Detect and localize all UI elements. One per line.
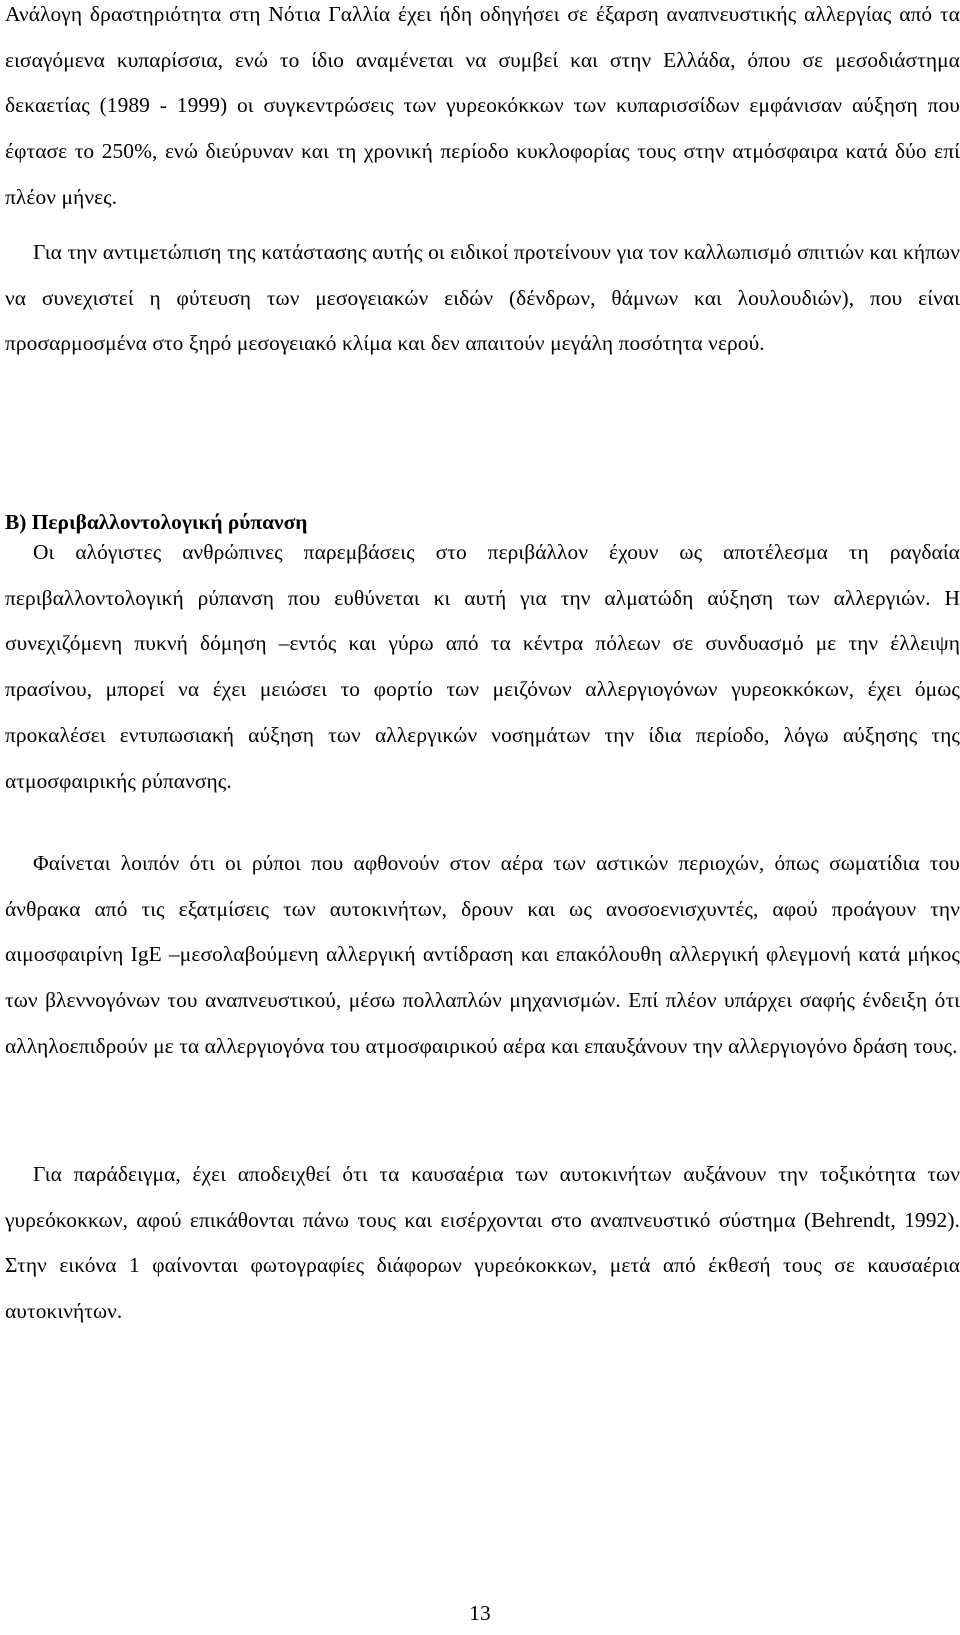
paragraph-pollutants: Φαίνεται λοιπόν ότι οι ρύποι που αφθονούν στον αέρα των αστικών περιοχών, όπως σωματίδια του άνθρακα από τις εξατμίσεις των αυτοκινήτων, δρουν και ως ανοσοενισχυντές, αφού προάγουν την αιμοσφαιρίνη IgE –μεσολαβούμενη αλλεργική αντίδραση και επακόλουθη αλλεργική φλεγμονή κατά μήκος των βλεννογόνων του αναπνευστικού, μέσω πολλαπλών μηχανισμών. Επί πλέον υπάρχει σαφής ένδειξη ότι αλληλοεπιδρούν με τα αλλεργιογόνα του ατμοσφαιρικού αέρα και επαυξάνουν την αλλεργιογόνο δράση τους.	[5, 851, 960, 1058]
paragraph-mediterranean-plants: Για την αντιμετώπιση της κατάστασης αυτής οι ειδικοί προτείνουν για τον καλλωπισμό σπιτιών και κήπων να συνεχιστεί η φύτευση των μεσογειακών ειδών (δένδρων, θάμνων και λουλουδιών), που είναι προσαρμοσμένα στο ξηρό μεσογειακό κλίμα και δεν απαιτούν μεγάλη ποσότητα νερού.	[5, 240, 960, 356]
section-heading: Β) Περιβαλλοντολογική ρύπανση	[5, 510, 308, 534]
page-number: 13	[469, 1601, 491, 1625]
paragraph-example: Για παράδειγμα, έχει αποδειχθεί ότι τα καυσαέρια των αυτοκινήτων αυξάνουν την τοξικότητα των γυρεόκοκκων, αφού επικάθονται πάνω τους και εισέρχονται στο αναπνευστικό σύστημα (Behrendt, 1992). Στην εικόνα 1 φαίνονται φωτογραφίες διάφορων γυρεόκοκκων, μετά από έκθεσή τους σε καυσαέρια αυτοκινήτων.	[5, 1162, 960, 1324]
paragraph-pollution: Οι αλόγιστες ανθρώπινες παρεμβάσεις στο περιβάλλον έχουν ως αποτέλεσμα τη ραγδαία περιβαλλοντολογική ρύπανση που ευθύνεται κι αυτή για την αλματώδη αύξηση των αλλεργιών. Η συνεχιζόμενη πυκνή δόμηση –εντός και γύρω από τα κέντρα πόλεων σε συνδυασμό με την έλλειψη πρασίνου, μπορεί να έχει μειώσει το φορτίο των μειζόνων αλλεργιογόνων γυρεοκκόκων, έχει όμως προκαλέσει εντυπωσιακή αύξηση των αλλεργικών νοσημάτων την ίδια περίοδο, λόγω αύξησης της ατμοσφαιρικής ρύπανσης.	[5, 540, 960, 793]
paragraph-pollen-france: Ανάλογη δραστηριότητα στη Νότια Γαλλία έχει ήδη οδηγήσει σε έξαρση αναπνευστικής αλλεργίας από τα εισαγόμενα κυπαρίσσια, ενώ το ίδιο αναμένεται να συμβεί και στην Ελλάδα, όπου σε μεσοδιάστημα δεκαετίας (1989 - 1999) οι συγκεντρώσεις των γυρεοκόκκων των κυπαρισσίδων εμφάνισαν αύξηση που έφτασε το 250%, ενώ διεύρυναν και τη χρονική περίοδο κυκλοφορίας τους στην ατμόσφαιρα κατά δύο επί πλέον μήνες.	[5, 2, 960, 209]
